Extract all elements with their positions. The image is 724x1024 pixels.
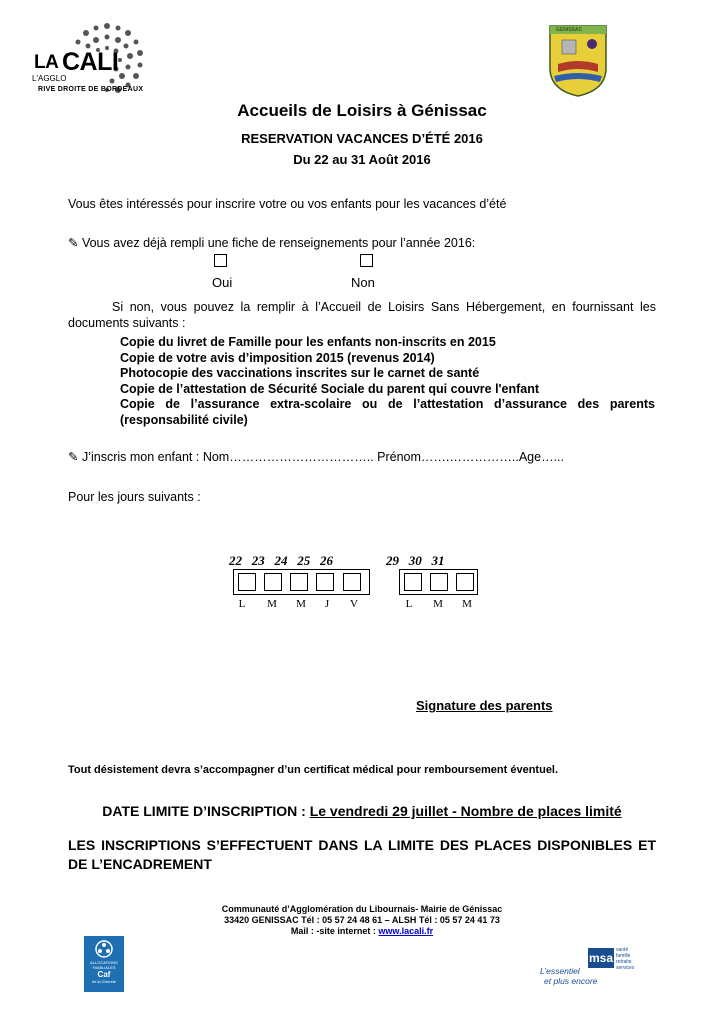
- weekday-label: J: [324, 598, 330, 610]
- document-item: Photocopie des vaccinations inscrites sur le carnet de santé: [120, 366, 480, 380]
- weekday-label: M: [462, 598, 472, 610]
- checkbox-non[interactable]: [360, 254, 373, 267]
- msa-box: msa: [588, 948, 614, 968]
- day-checkbox-29[interactable]: [404, 573, 422, 591]
- desistement-note: Tout désistement devra s’accompagner d’un certificat médical pour remboursement éventuel.: [68, 764, 559, 776]
- logo-cali-text: CALI: [62, 48, 119, 76]
- day-checkbox-24[interactable]: [290, 573, 308, 591]
- date-limite-prefix: DATE LIMITE D’INSCRIPTION :: [102, 803, 310, 819]
- subtitle-reservation: RESERVATION VACANCES D’ÉTÉ 2016: [241, 131, 483, 146]
- day-checkbox-30[interactable]: [430, 573, 448, 591]
- logo-agglo-text: L'AGGLO: [32, 74, 67, 83]
- inscription-line: ✎ J’inscris mon enfant : Nom…………………………….. Prénom…….……………..Age…...: [68, 450, 564, 464]
- caf-emblem-icon: [94, 939, 114, 959]
- date-limite-value: Le vendredi 29 juillet - Nombre de places limité: [309, 803, 622, 819]
- subtitle-dates: Du 22 au 31 Août 2016: [293, 152, 431, 167]
- msa-side-item: famille: [616, 953, 631, 959]
- caf-line3: de la Gironde: [91, 979, 116, 984]
- lacali-logo: [28, 18, 148, 100]
- day-checkbox-23[interactable]: [264, 573, 282, 591]
- footer-mail-prefix: Mail : -site internet :: [290, 926, 379, 936]
- intro-text: Vous êtes intéressés pour inscrire votre ou vos enfants pour les vacances d’été: [68, 197, 507, 211]
- website-link[interactable]: www.lacali.fr: [378, 926, 434, 936]
- weekday-label: M: [267, 598, 277, 610]
- weekday-label: V: [350, 598, 358, 610]
- days-group1-label: 22 23 24 25 26: [229, 553, 333, 568]
- question-fiche: ✎ Vous avez déjà rempli une fiche de renseignements pour l’année 2016:: [68, 236, 476, 250]
- footer-line1: Communauté d’Agglomération du Libournais- Mairie de Génissac: [221, 904, 503, 914]
- sinon-text: Si non, vous pouvez la remplir à l’Accueil de Loisirs Sans Hébergement, en fournissant les documents suivants :: [68, 300, 656, 330]
- weekday-label: L: [405, 598, 413, 610]
- documents-list: [120, 335, 655, 428]
- footer-line2: 33420 GENISSAC Tél : 05 57 24 48 61 – ALSH Tél : 05 57 24 41 73: [224, 915, 500, 925]
- document-item: Copie de l’attestation de Sécurité Sociale du parent qui couvre l'enfant: [120, 381, 540, 396]
- weekday-label: L: [238, 598, 246, 610]
- logo-rive-text: RIVE DROITE DE BORDEAUX: [38, 86, 144, 93]
- crest-label: GENISSAC: [556, 27, 583, 33]
- limite-places-text: LES INSCRIPTIONS S’EFFECTUENT DANS LA LIMITE DES PLACES DISPONIBLES ET DE L’ENCADREMENT: [68, 837, 656, 872]
- day-checkbox-26[interactable]: [343, 573, 361, 591]
- crest-shield-icon: [548, 24, 608, 98]
- day-checkbox-25[interactable]: [316, 573, 334, 591]
- msa-logo: [538, 946, 644, 990]
- day-checkbox-22[interactable]: [238, 573, 256, 591]
- date-limite: [0, 803, 724, 819]
- page-title: Accueils de Loisirs à Génissac: [237, 101, 487, 120]
- days-group2-label: 29 30 31: [386, 553, 445, 568]
- footer-line3: [0, 926, 724, 936]
- msa-tagline-2: et plus encore: [544, 976, 598, 986]
- msa-side-item: santé: [616, 947, 629, 953]
- genissac-crest-logo: [548, 24, 608, 98]
- weekday-label: M: [296, 598, 306, 610]
- label-oui: Oui: [212, 275, 233, 290]
- signature-label: Signature des parents: [416, 698, 553, 713]
- msa-tagline-1: L’essentiel: [540, 966, 580, 976]
- caf-name: Caf: [97, 970, 111, 979]
- document-item: Copie de l’assurance extra-scolaire ou de l’attestation d’assurance des parents (responsabilité civile): [120, 397, 655, 427]
- document-item: Copie du livret de Famille pour les enfants non-inscrits en 2015: [120, 335, 496, 349]
- jours-label: Pour les jours suivants :: [68, 490, 201, 504]
- weekday-label: M: [433, 598, 443, 610]
- logo-la-text: LA: [34, 52, 59, 73]
- checkbox-oui[interactable]: [214, 254, 227, 267]
- label-non: Non: [351, 275, 375, 290]
- document-item: Copie de votre avis d’imposition 2015 (revenus 2014): [120, 350, 435, 365]
- msa-side-item: services: [616, 965, 635, 971]
- msa-side-text: [616, 947, 634, 971]
- msa-side-item: retraite: [616, 959, 632, 965]
- caf-line1: ALLOCATIONS FAMILIALES: [90, 960, 118, 970]
- day-checkbox-31[interactable]: [456, 573, 474, 591]
- caf-logo: [84, 936, 124, 992]
